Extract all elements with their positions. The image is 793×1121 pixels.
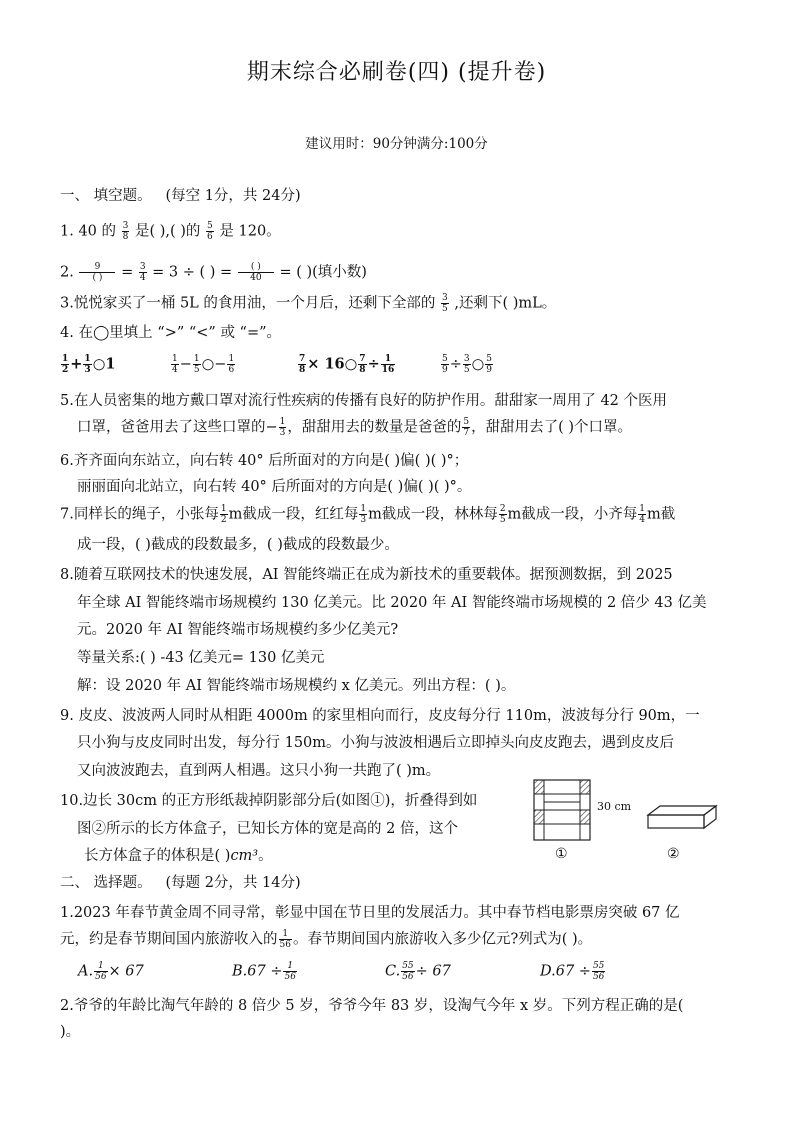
choice-question-1-line-1: 1.2023 年春节黄金周不同寻常，彰显中国在节日里的发展活力。其中春节档电影票房突破 67 亿 (60, 905, 680, 921)
question-8-line-5: 解：设 2020 年 AI 智能终端市场规模约 x 亿美元。列出方程：( )。 (77, 678, 516, 694)
q4-expression-2: $\frac{1}{4}$ − $\frac{1}{5}$ ○− $\frac{1}{6}$ (172, 354, 235, 375)
question-2 (60, 262, 367, 283)
section-1-scoring: (每空 1分，共 24分) (165, 188, 301, 204)
figure-1-size-label: 30 cm (597, 800, 632, 813)
question-3 (60, 293, 556, 314)
time-and-score: 建议用时：90分钟满分:100分 (305, 136, 488, 152)
question-9-line-2: 只小狗与皮皮同时出发，每分行 150m。小狗与波波相遇后立即掉头向皮皮跑去，遇到皮皮后 (77, 735, 675, 751)
option-c[interactable]: C. $\frac{55}{56}$ ÷ 67 (385, 961, 451, 982)
section-1-header (60, 186, 301, 206)
question-7-line-1: 7.同样长的绳子，小张每 $\frac{1}{2}$ m截成一段，红红每 $\frac{1}{3}$ m截成一段，林林每 $\frac{2}{5}$ m截成一段，小齐每 $\frac{1}{4}$ m截 (60, 504, 676, 525)
q1-text-a: 1. 40 的 (60, 223, 117, 240)
section-2-scoring: (每题 2分，共 14分) (165, 875, 301, 891)
section-2-header (60, 873, 301, 893)
figure-1-caption: ① (555, 846, 568, 862)
q1-text-b: 是( ),( )的 (134, 223, 201, 240)
q2-text-a: 2. (60, 264, 74, 281)
choice-question-1-line-2: 元，约是春节期间国内旅游收入的 $\frac{1}{56}$ 。春节期间国内旅游收入多少亿元?列式为( )。 (60, 929, 593, 950)
q4-expression-1: $\frac{1}{2}$ + $\frac{1}{3}$ ○1 (62, 354, 116, 375)
q3-text-b: ,还剩下( )mL。 (454, 295, 557, 312)
page-title: 期末综合必刷卷(四) (提升卷) (246, 60, 547, 85)
question-8-line-2: 年全球 AI 智能终端市场规模约 130 亿美元。比 2020 年 AI 智能终端市场规模的 2 倍少 43 亿美 (77, 595, 707, 611)
question-8-line-4: 等量关系:( ) -43 亿美元= 130 亿美元 (77, 650, 325, 666)
fraction: $\frac{( )}{40}$ (238, 262, 274, 283)
question-9-line-1: 9. 皮皮、波波两人同时从相距 4000m 的家里相向而行，皮皮每分行 110m，波波每分行 90m，一 (60, 708, 700, 724)
question-8-line-3: 元。2020 年 AI 智能终端市场规模约多少亿美元? (77, 622, 399, 638)
choice-question-2-line-2: )。 (60, 1024, 81, 1040)
fraction: $\frac{9}{( )}$ (79, 262, 115, 283)
question-6-line-1: 6.齐齐面向东站立，向右转 40° 后所面对的方向是( )偏( )( )°； (60, 453, 469, 469)
question-10-line-3: 长方体盒子的体积是( )cm³。 (84, 848, 273, 864)
figure-1-net (528, 778, 598, 843)
figure-2-box (644, 803, 720, 833)
question-10-line-1: 10.边长 30cm 的正方形纸裁掉阴影部分后(如图①)，折叠得到如 (60, 793, 478, 809)
question-4: 4. 在◯里填上 “>” “<” 或 “=”。 (60, 325, 282, 341)
question-5-line-2: 口罩，爸爸用去了这些口罩的− $\frac{1}{3}$ ，甜甜用去的数量是爸爸的 $\frac{5}{7}$ ，甜甜用去了( )个口罩。 (77, 417, 633, 438)
fraction: $\frac{3}{8}$ (122, 221, 129, 242)
question-8-line-1: 8.随着互联网技术的快速发展，AI 智能终端正在成为新技术的重要载体。据预测数据，到 2025 (60, 567, 673, 583)
section-2-label: 二、 选择题。 (60, 875, 152, 891)
option-d[interactable]: D.67 ÷ $\frac{55}{56}$ (540, 961, 605, 982)
q4-expression-3: $\frac{7}{8}$ × 16○ $\frac{7}{8}$ ÷ $\frac{1}{16}$ (299, 354, 395, 375)
q2-text-c: = ( )(填小数) (279, 264, 367, 281)
unit-cm3: cm³ (230, 848, 259, 864)
question-7-line-2: 成一段，( )截成的段数最多，( )截成的段数最少。 (77, 537, 399, 553)
question-5-line-1: 5.在人员密集的地方戴口罩对流行性疾病的传播有良好的防护作用。甜甜家一周用了 42 个医用 (60, 393, 667, 409)
section-1-label: 一、 填空题。 (60, 188, 152, 204)
question-10-line-2: 图②所示的长方体盒子，已知长方体的宽是高的 2 倍，这个 (77, 821, 458, 837)
fraction: $\frac{5}{6}$ (207, 221, 213, 242)
option-a[interactable]: A. $\frac{1}{56}$ × 67 (78, 961, 144, 982)
q2-text-b: = 3 ÷ ( ) = (152, 264, 233, 281)
choice-question-2-line-1: 2.爷爷的年龄比淘气年龄的 8 倍少 5 岁，爷爷今年 83 岁，设淘气今年 x 岁。下列方程正确的是( (60, 998, 684, 1014)
question-1 (60, 221, 281, 242)
option-b[interactable]: B.67 ÷ $\frac{1}{56}$ (232, 961, 296, 982)
fraction: $\frac{3}{4}$ (139, 262, 146, 283)
figure-2-caption: ② (667, 846, 680, 862)
fraction: $\frac{3}{5}$ (442, 293, 448, 314)
q1-text-c: 是 120。 (219, 223, 281, 240)
question-6-line-2: 丽丽面向北站立，向右转 40° 后所面对的方向是( )偏( )( )°。 (77, 479, 472, 495)
q2-eq: = (121, 264, 134, 281)
q3-text-a: 3.悦悦家买了一桶 5L 的食用油，一个月后，还剩下全部的 (60, 295, 436, 312)
q4-expression-4: $\frac{5}{9}$ ÷ $\frac{3}{5}$ ○ $\frac{5}{9}$ (442, 354, 493, 375)
question-9-line-3: 又向波波跑去，直到两人相遇。这只小狗一共跑了( )m。 (77, 763, 441, 779)
